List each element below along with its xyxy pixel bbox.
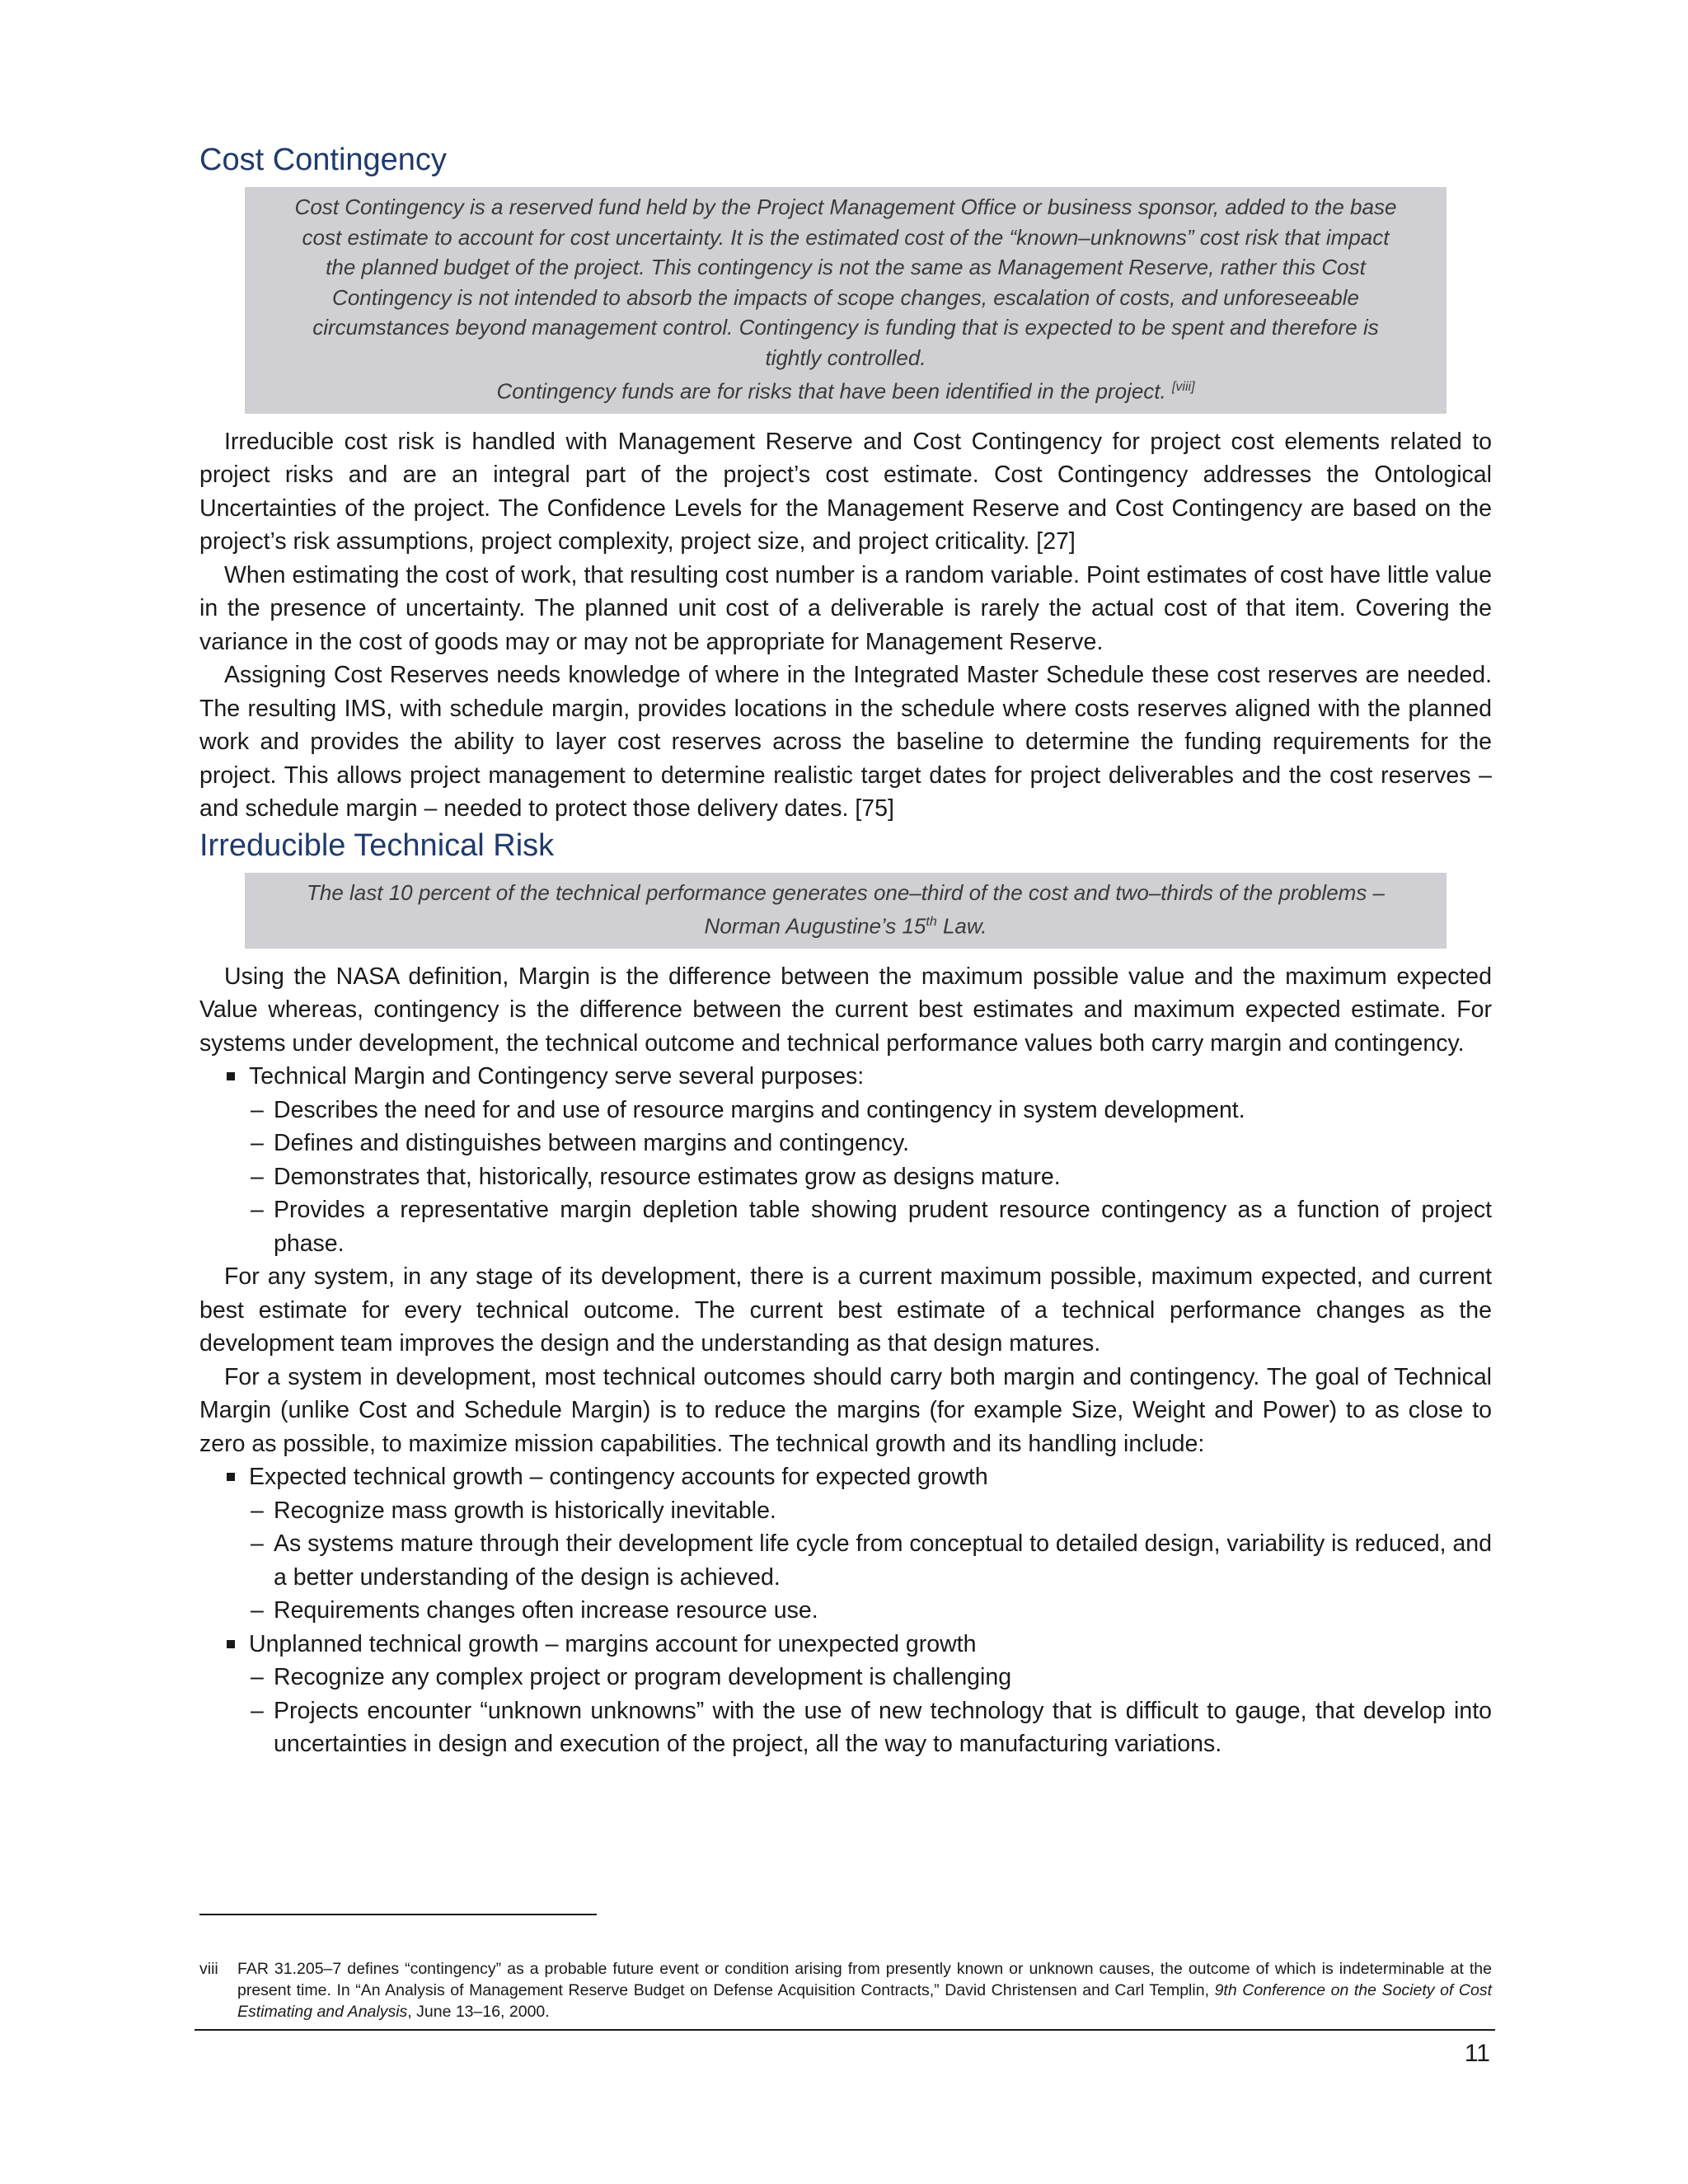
sub-list-item bbox=[199, 1527, 1492, 1594]
sub-list bbox=[249, 1094, 1492, 1261]
quote-line: circumstances beyond management control. Contingency is funding that is expected to be spent and therefore is bbox=[312, 315, 1379, 340]
list-item-text: Unplanned technical growth – margins account for unexpected growth bbox=[249, 1630, 977, 1657]
sub-list-item-text: Requirements changes often increase resource use. bbox=[274, 1597, 818, 1624]
square-bullet-icon bbox=[227, 1473, 235, 1481]
paragraph: When estimating the cost of work, that resulting cost number is a random variable. Point estimates of cost have little value in the presence of uncertainty. The planned unit cost of a deliverable is rarely the actual cost of that item. Covering the variance in the cost of goods may or may not be appropriate for Management Reserve. bbox=[199, 561, 1492, 655]
dash-bullet-icon: – bbox=[251, 1163, 264, 1190]
section-heading-irreducible-technical-risk: Irreducible Technical Risk bbox=[199, 827, 555, 863]
dash-bullet-icon: – bbox=[251, 1664, 264, 1691]
sub-list-item-text: Recognize any complex project or program development is challenging bbox=[274, 1664, 1012, 1691]
square-bullet-icon bbox=[227, 1640, 235, 1648]
sub-list-item bbox=[199, 1594, 1492, 1628]
sub-list-item bbox=[199, 1094, 1492, 1127]
page-bottom-rule bbox=[195, 2029, 1495, 2031]
paragraph: Irreducible cost risk is handled with Management Reserve and Cost Contingency for project cost elements related to project risks and are an integral part of the project’s cost estimate. Cost Contingency addresses the Ontological Uncertainties of the project. The Confidence Levels for the Management Reserve and Cost Contingency are based on the project’s risk assumptions, project complexity, project size, and project criticality. [27] bbox=[199, 428, 1492, 555]
sub-list-item bbox=[199, 1694, 1492, 1761]
augustine-law-quote bbox=[245, 873, 1447, 949]
sub-list-item bbox=[199, 1494, 1492, 1528]
sub-list-item-text: Demonstrates that, historically, resource estimates grow as designs mature. bbox=[274, 1163, 1061, 1190]
dash-bullet-icon: – bbox=[251, 1096, 264, 1123]
dash-bullet-icon: – bbox=[251, 1130, 264, 1157]
cost-contingency-definition-quote bbox=[245, 187, 1447, 413]
quote-line bbox=[260, 907, 1432, 941]
sub-list-item-text: Recognize mass growth is historically inevitable. bbox=[274, 1497, 776, 1524]
sub-list-item-text: As systems mature through their development life cycle from conceptual to detailed design, variability is reduced, and a better understanding of the design is achieved. bbox=[274, 1530, 1493, 1591]
list-item-text: Expected technical growth – contingency accounts for expected growth bbox=[249, 1464, 988, 1491]
list-item bbox=[199, 1628, 1492, 1761]
sub-list-item-text: Defines and distinguishes between margins and contingency. bbox=[274, 1130, 910, 1157]
footnote-text bbox=[199, 1958, 1492, 2022]
sub-list-item bbox=[199, 1193, 1492, 1260]
sub-list bbox=[249, 1494, 1492, 1628]
quote-line: Contingency is not intended to absorb the impacts of scope changes, escalation of costs, and unforeseeable bbox=[332, 284, 1359, 310]
quote-text: Norman Augustine’s 15 bbox=[704, 914, 926, 940]
footnote-text-end: , June 13–16, 2000. bbox=[407, 2003, 550, 2021]
paragraph: Assigning Cost Reserves needs knowledge of where in the Integrated Master Schedule these cost reserves are needed. The resulting IMS, with schedule margin, provides locations in the schedule where costs reserves aligned with the planned work and provides the ability to layer cost reserves across the baseline to determine the funding requirements for the project. This allows project management to determine realistic target dates for project deliverables and the cost reserves – and schedule margin – needed to protect those delivery dates. [75] bbox=[199, 662, 1492, 823]
quote-line: The last 10 percent of the technical performance generates one–third of the cost and two–thirds of the problems – bbox=[307, 879, 1385, 905]
quote-line: cost estimate to account for cost uncertainty. It is the estimated cost of the “known–unknowns” cost risk that impact bbox=[302, 224, 1390, 250]
footnote bbox=[199, 1958, 1492, 2022]
quote-text: Law. bbox=[936, 914, 987, 940]
sub-list bbox=[249, 1661, 1492, 1761]
dash-bullet-icon: – bbox=[251, 1697, 264, 1724]
page-content bbox=[199, 140, 1492, 1761]
paragraph: For a system in development, most technical outcomes should carry both margin and contingency. The goal of Technical Margin (unlike Cost and Schedule Margin) is to reduce the margins (for example Size, Weight and Power) to as close to zero as possible, to maximize mission capabilities. The technical growth and its handling include: bbox=[199, 1363, 1492, 1457]
list-item bbox=[199, 1060, 1492, 1260]
footnote-ref[interactable]: [viii] bbox=[1171, 380, 1195, 395]
quote-line: Cost Contingency is a reserved fund held by the Project Management Office or business sponsor, added to the base bbox=[294, 194, 1397, 220]
quote-last-line bbox=[260, 373, 1432, 406]
sub-list-item-text: Provides a representative margin depletion table showing prudent resource contingency as a function of project phase. bbox=[274, 1197, 1492, 1257]
footnote-marker: viii bbox=[199, 1960, 218, 1978]
sub-list-item bbox=[199, 1661, 1492, 1694]
square-bullet-icon bbox=[227, 1072, 235, 1080]
dash-bullet-icon: – bbox=[251, 1497, 264, 1524]
sub-list-item bbox=[199, 1160, 1492, 1194]
list-item bbox=[199, 1460, 1492, 1628]
dash-bullet-icon: – bbox=[251, 1530, 264, 1558]
quote-line: Contingency funds are for risks that have been identified in the project. bbox=[496, 379, 1166, 405]
sub-list-item bbox=[199, 1127, 1492, 1160]
sub-list-item-text: Projects encounter “unknown unknowns” with the use of new technology that is difficult to gauge, that develop into uncertainties in design and execution of the project, all the way to manufacturing variations. bbox=[274, 1697, 1492, 1758]
footnote-text-main: FAR 31.205–7 defines “contingency” as a probable future event or condition arising from presently known or unknown causes, the outcome of which is indeterminable at the present time. In “An Analysis of Management Reserve Budget on Defense Acquisition Contracts,” David Christensen and Carl Templin, bbox=[237, 1960, 1492, 1999]
ordinal-suffix: th bbox=[926, 915, 937, 930]
sub-list-item-text: Describes the need for and use of resource margins and contingency in system development. bbox=[274, 1096, 1245, 1123]
footnote-separator bbox=[199, 1914, 597, 1915]
list-item-text: Technical Margin and Contingency serve several purposes: bbox=[249, 1063, 865, 1090]
dash-bullet-icon: – bbox=[251, 1197, 264, 1224]
dash-bullet-icon: – bbox=[251, 1597, 264, 1624]
bullet-list bbox=[199, 1060, 1492, 1260]
paragraph: For any system, in any stage of its development, there is a current maximum possible, maximum expected, and current best estimate for every technical outcome. The current best estimate of a technical performance changes as the development team improves the design and the understanding as that design matures. bbox=[199, 1263, 1492, 1357]
footnote-text-italic: 9th Conference on the Society of Cost Estimating and Analysis bbox=[237, 1981, 1493, 2021]
page-number: 11 bbox=[1464, 2040, 1490, 2067]
section-heading-cost-contingency: Cost Contingency bbox=[199, 143, 447, 177]
quote-line: the planned budget of the project. This contingency is not the same as Management Reserve, rather this Cost bbox=[326, 255, 1366, 280]
paragraph: Using the NASA definition, Margin is the difference between the maximum possible value and the maximum expected Value whereas, contingency is the difference between the current best estimates and maximum expected estimate. For systems under development, the technical outcome and technical performance values both carry margin and contingency. bbox=[199, 963, 1492, 1057]
quote-line: tightly controlled. bbox=[765, 344, 926, 370]
bullet-list bbox=[199, 1460, 1492, 1761]
